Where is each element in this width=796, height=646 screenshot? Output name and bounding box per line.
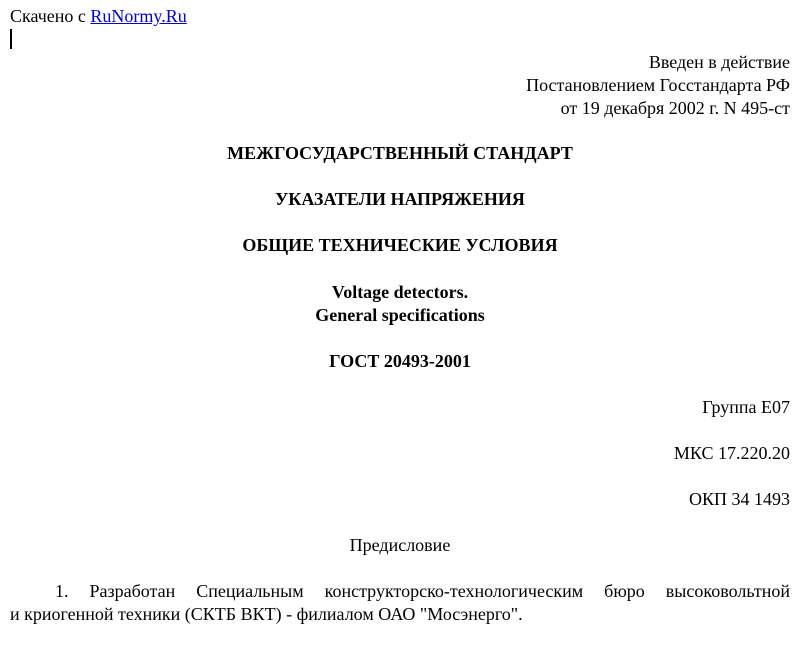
okp-code: ОКП 34 1493 — [688, 489, 790, 509]
english-title-line-2: General specifications — [315, 305, 485, 325]
source-prefix: Скачено с — [10, 6, 91, 26]
preface-heading: Предисловие — [349, 535, 451, 555]
enactment-line-3: от 19 декабря 2002 г. N 495-ст — [560, 98, 790, 118]
standard-type-heading: МЕЖГОСУДАРСТВЕННЫЙ СТАНДАРТ — [227, 143, 573, 163]
enactment-line-2: Постановлением Госстандарта РФ — [526, 75, 790, 95]
standard-subtitle: ОБЩИЕ ТЕХНИЧЕСКИЕ УСЛОВИЯ — [242, 235, 558, 255]
source-link[interactable]: RuNormy.Ru — [90, 6, 187, 26]
text-cursor — [10, 29, 12, 49]
preface-item-1-line-2: и криогенной техники (СКТБ ВКТ) - филиалом ОАО "Мосэнерго". — [10, 604, 523, 624]
preface-item-1-line-1: 1. Разработан Специальным конструкторско-технологическим бюро высоковольтной — [55, 581, 790, 601]
enactment-note — [526, 51, 790, 120]
preface-item-1 — [10, 580, 790, 626]
group-code: Группа Е07 — [702, 397, 790, 417]
gost-number: ГОСТ 20493-2001 — [329, 351, 471, 371]
source-line — [10, 5, 187, 27]
standard-title: УКАЗАТЕЛИ НАПРЯЖЕНИЯ — [275, 189, 525, 209]
english-title-line-1: Voltage detectors. — [331, 282, 469, 302]
enactment-line-1: Введен в действие — [648, 52, 790, 72]
mks-code: МКС 17.220.20 — [673, 443, 790, 463]
